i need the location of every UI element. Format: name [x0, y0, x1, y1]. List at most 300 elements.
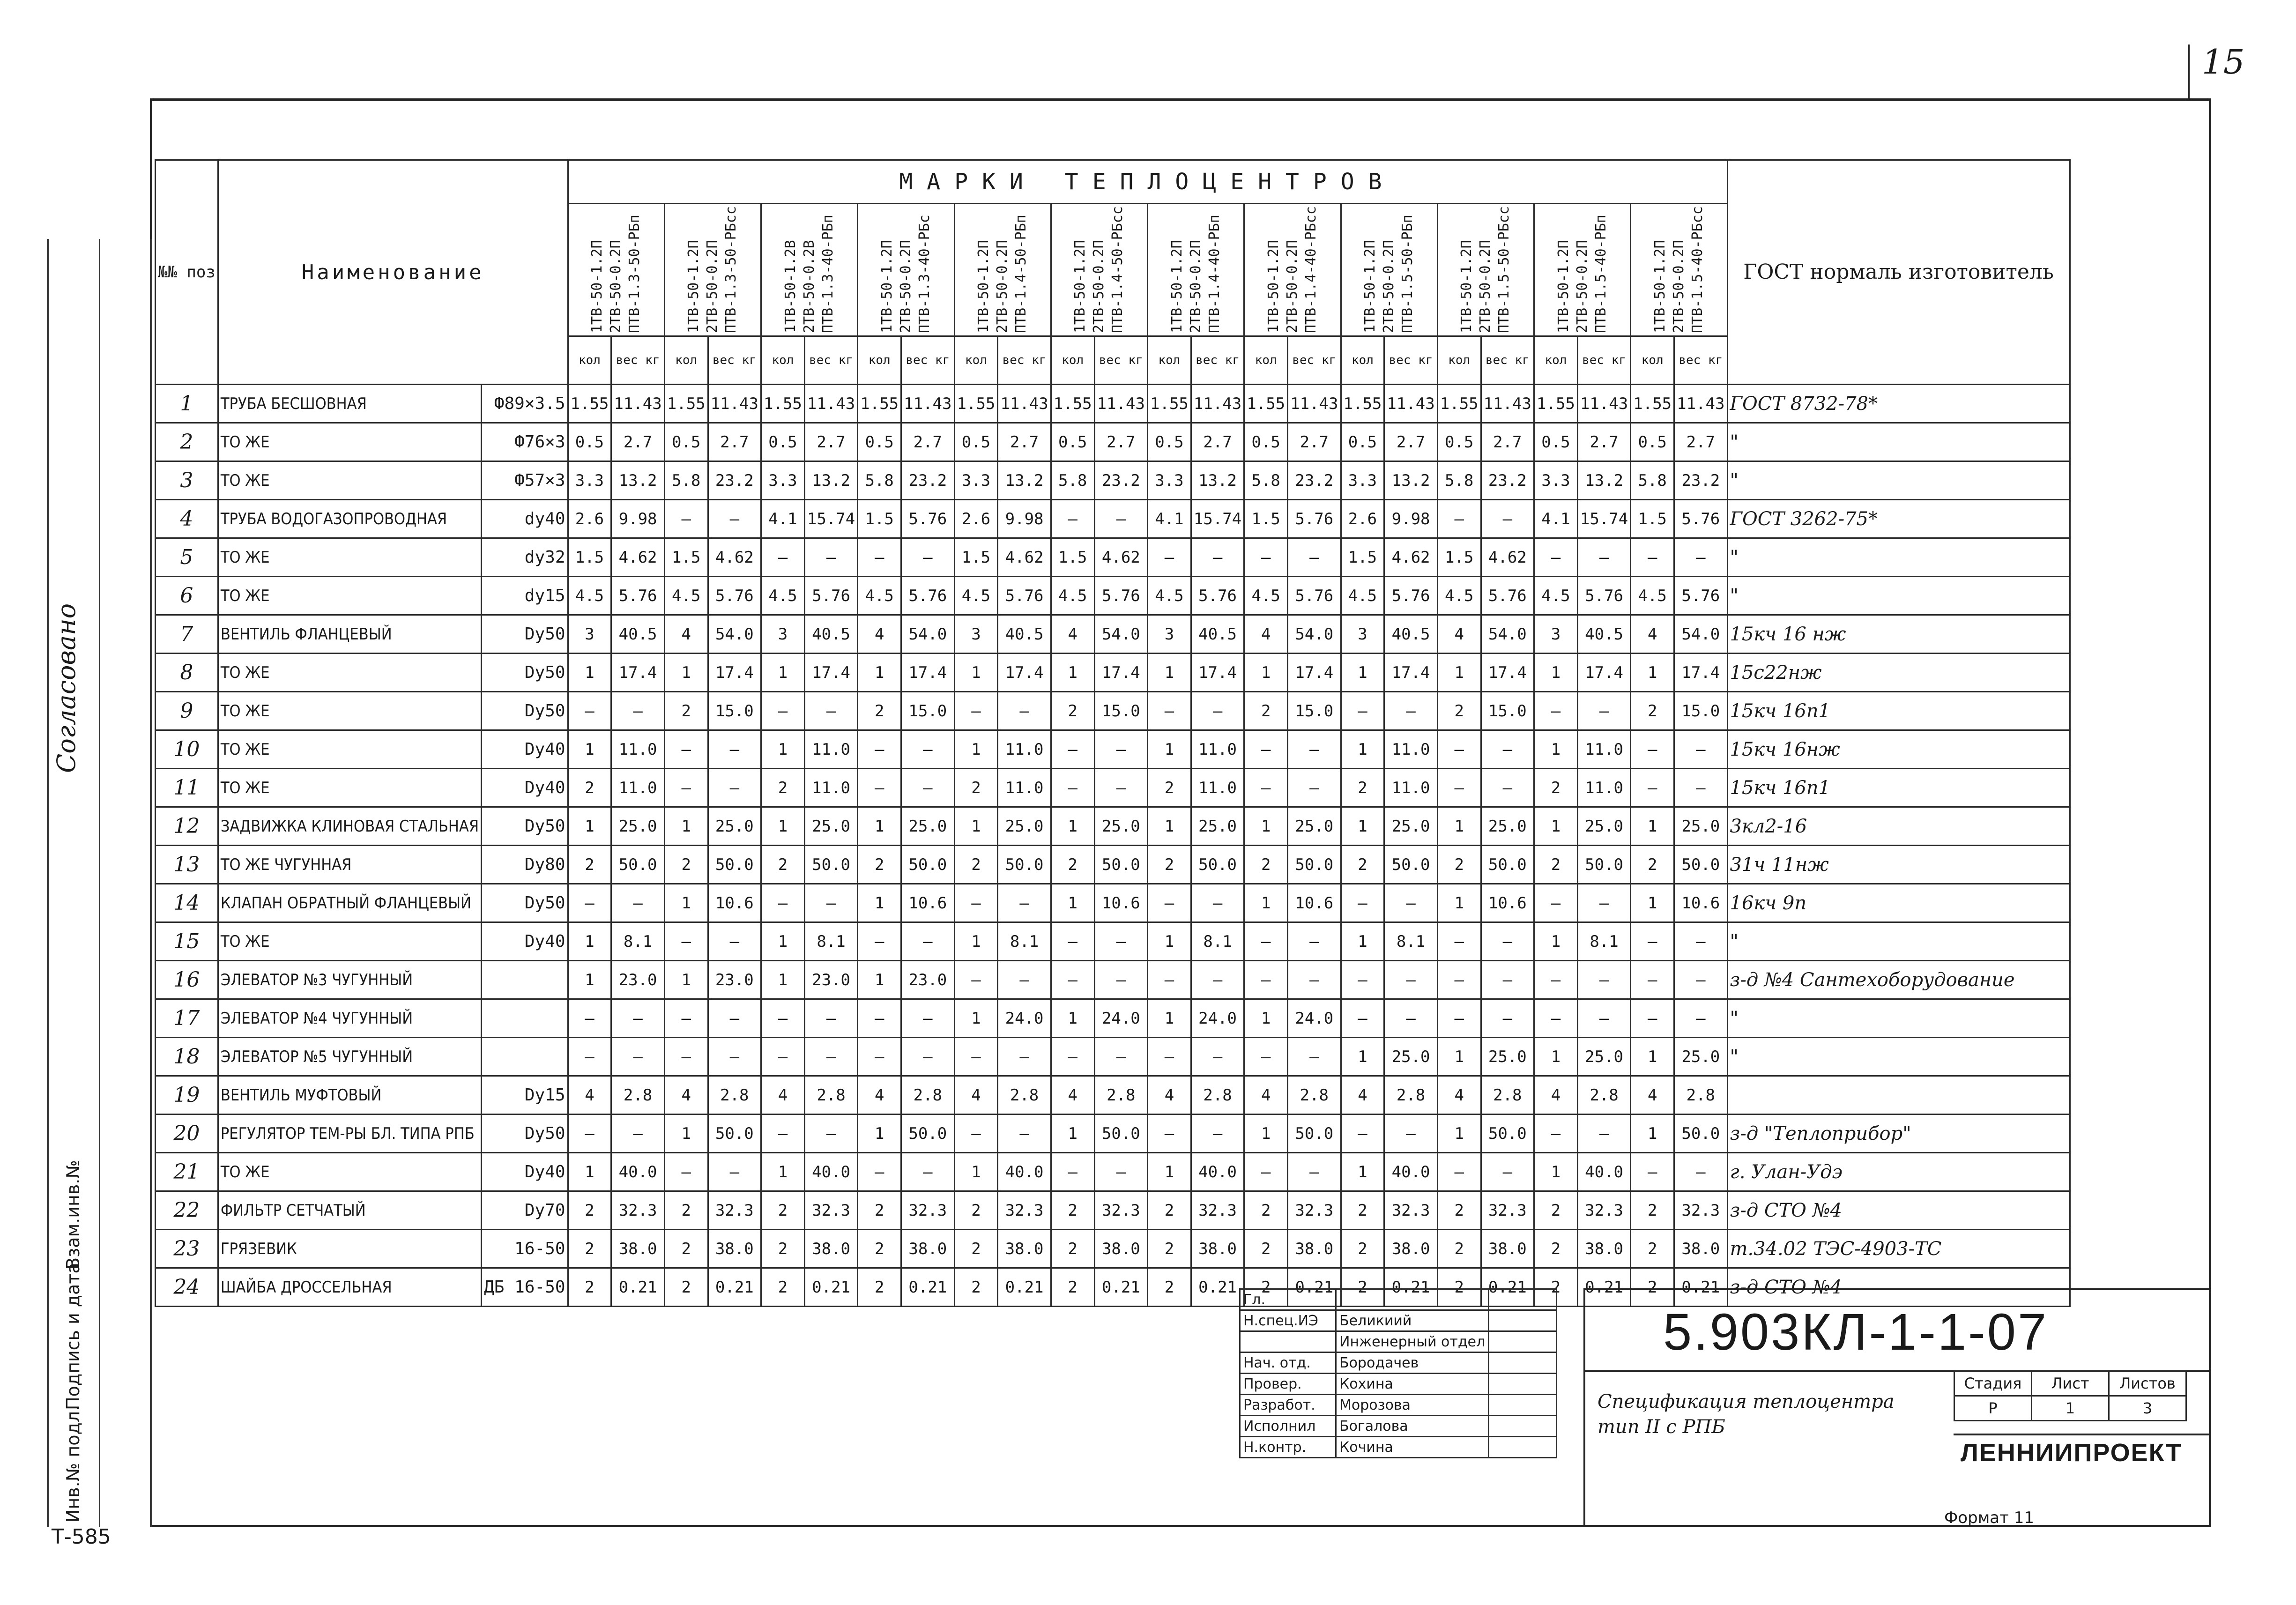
qty-cell: 2 — [568, 846, 611, 884]
approval-signature — [1489, 1310, 1557, 1331]
qty-unit-header: кол — [1341, 336, 1384, 385]
document-title — [1598, 1389, 1895, 1440]
row-name: РЕГУЛЯТОР ТЕМ-РЫ БЛ. ТИПА РПБ — [218, 1115, 481, 1153]
stage-label: Стадия — [1954, 1371, 2032, 1396]
qty-cell: 2 — [664, 1230, 708, 1268]
weight-cell: – — [901, 769, 954, 807]
approval-role — [1240, 1331, 1336, 1352]
weight-cell: – — [901, 538, 954, 577]
weight-cell: 11.43 — [611, 385, 664, 423]
qty-cell: – — [1148, 538, 1191, 577]
approval-role: Н.спец.ИЭ — [1240, 1310, 1336, 1331]
brand-labels — [1457, 207, 1514, 333]
qty-cell: – — [1534, 999, 1578, 1038]
brand-column-header — [568, 204, 664, 336]
qty-cell: 1 — [1534, 730, 1578, 769]
weight-cell: 17.4 — [708, 654, 761, 692]
row-position: 12 — [156, 807, 218, 846]
weight-cell: – — [998, 961, 1051, 999]
qty-cell: 1 — [1244, 807, 1288, 846]
weight-cell: 5.76 — [901, 500, 954, 538]
qty-cell: 1 — [1437, 1038, 1481, 1076]
row-position: 4 — [156, 500, 218, 538]
weight-cell: 32.3 — [708, 1191, 761, 1230]
qty-cell: 2 — [1341, 1230, 1384, 1268]
qty-cell: 2 — [954, 769, 998, 807]
weight-cell: 8.1 — [804, 922, 857, 961]
approval-signature — [1489, 1374, 1557, 1395]
qty-cell: – — [1341, 692, 1384, 730]
qty-cell: 2 — [954, 1230, 998, 1268]
row-name: ТО ЖЕ — [218, 692, 481, 730]
weight-cell: – — [1191, 961, 1244, 999]
table-row — [156, 961, 2070, 999]
weight-cell: 23.0 — [901, 961, 954, 999]
row-dimension: Dу50 — [482, 615, 568, 654]
qty-cell: 1 — [568, 922, 611, 961]
weight-cell: 38.0 — [1674, 1230, 1727, 1268]
weight-cell: 15.0 — [901, 692, 954, 730]
row-dimension: Dу50 — [482, 807, 568, 846]
weight-cell: – — [1384, 884, 1437, 922]
qty-cell: 1.55 — [954, 385, 998, 423]
weight-cell: 4.62 — [1094, 538, 1147, 577]
weight-cell: – — [1288, 1153, 1341, 1191]
weight-cell: 0.21 — [1481, 1268, 1534, 1307]
weight-cell: – — [804, 999, 857, 1038]
sheet-value: 1 — [2032, 1396, 2109, 1421]
weight-cell: – — [1577, 999, 1630, 1038]
qty-cell: 1.5 — [1051, 538, 1094, 577]
weight-cell: – — [1191, 1115, 1244, 1153]
qty-cell: – — [1534, 538, 1578, 577]
row-position: 1 — [156, 385, 218, 423]
weight-cell: 5.76 — [611, 577, 664, 615]
qty-cell: – — [1534, 1115, 1578, 1153]
table-row — [156, 999, 2070, 1038]
title-block-divider-2 — [1954, 1434, 2211, 1435]
qty-cell: 4.5 — [1244, 577, 1288, 615]
approval-name: Бородачев — [1336, 1352, 1489, 1374]
weight-unit-header: вес кг — [1481, 336, 1534, 385]
qty-cell: 4 — [1534, 1076, 1578, 1115]
qty-cell: 1 — [568, 961, 611, 999]
weight-cell: 23.0 — [708, 961, 761, 999]
weight-cell: 23.2 — [708, 461, 761, 500]
qty-cell: – — [664, 730, 708, 769]
qty-cell: – — [1341, 1115, 1384, 1153]
brand-label: 1ТВ-50-1.2П — [878, 240, 895, 333]
approval-row — [1240, 1395, 1557, 1416]
qty-cell: 5.8 — [1051, 461, 1094, 500]
brand-labels — [1264, 207, 1321, 333]
row-dimension: Ф57×3 — [482, 461, 568, 500]
weight-cell: – — [998, 1038, 1051, 1076]
row-name: ТРУБА ВОДОГАЗОПРОВОДНАЯ — [218, 500, 481, 538]
weight-cell: 38.0 — [804, 1230, 857, 1268]
weight-cell: 50.0 — [611, 846, 664, 884]
weight-cell: 24.0 — [1288, 999, 1341, 1038]
row-standard: " — [1727, 461, 2070, 500]
qty-cell: 2 — [954, 846, 998, 884]
brand-label: ПТВ-1.4-50-РБсс — [1109, 206, 1126, 333]
table-row — [156, 538, 2070, 577]
weight-cell: – — [1384, 1115, 1437, 1153]
qty-cell: 2 — [1534, 1191, 1578, 1230]
weight-cell: – — [611, 692, 664, 730]
weight-cell: – — [1674, 961, 1727, 999]
approval-row — [1240, 1331, 1557, 1352]
qty-cell: 1 — [858, 961, 901, 999]
weight-cell: – — [708, 1153, 761, 1191]
qty-cell: – — [1148, 1115, 1191, 1153]
qty-cell: 2 — [1631, 1268, 1674, 1307]
qty-cell: – — [568, 1115, 611, 1153]
weight-cell: 50.0 — [1674, 846, 1727, 884]
row-dimension: Ф76×3 — [482, 423, 568, 461]
qty-cell: 1 — [1244, 654, 1288, 692]
qty-cell: 1 — [1341, 922, 1384, 961]
weight-cell: 10.6 — [1094, 884, 1147, 922]
row-name: ТО ЖЕ ЧУГУННАЯ — [218, 846, 481, 884]
qty-cell: 3.3 — [954, 461, 998, 500]
weight-cell: 50.0 — [1481, 846, 1534, 884]
weight-cell: 4.62 — [708, 538, 761, 577]
qty-cell: 4 — [761, 1076, 805, 1115]
brand-label: ПТВ-1.5-40-РБсс — [1689, 206, 1706, 333]
weight-cell: 0.21 — [901, 1268, 954, 1307]
weight-cell: 5.76 — [998, 577, 1051, 615]
qty-cell: 1.55 — [1244, 385, 1288, 423]
row-standard: 16кч 9п — [1727, 884, 2070, 922]
weight-cell: 0.21 — [708, 1268, 761, 1307]
qty-cell: 5.8 — [858, 461, 901, 500]
row-dimension: Dу15 — [482, 1076, 568, 1115]
approval-name — [1336, 1289, 1489, 1310]
qty-cell: 2 — [1244, 846, 1288, 884]
approval-role: Исполнил — [1240, 1416, 1336, 1437]
qty-cell: 2 — [568, 1230, 611, 1268]
qty-cell: 1.55 — [1148, 385, 1191, 423]
brand-label: ПТВ-1.4-40-РБсс — [1302, 206, 1319, 333]
weight-cell: – — [611, 1038, 664, 1076]
weight-cell: – — [1481, 961, 1534, 999]
qty-cell: – — [1244, 1038, 1288, 1076]
qty-cell: 1.5 — [858, 500, 901, 538]
weight-cell: 17.4 — [1384, 654, 1437, 692]
sheets-value: 3 — [2109, 1396, 2186, 1421]
qty-cell: 4.5 — [1051, 577, 1094, 615]
row-name: ТО ЖЕ — [218, 922, 481, 961]
qty-cell: 1 — [1631, 654, 1674, 692]
row-standard: 31ч 11нж — [1727, 846, 2070, 884]
weight-cell: 5.76 — [804, 577, 857, 615]
qty-cell: 1 — [1051, 884, 1094, 922]
qty-cell: 1 — [1051, 999, 1094, 1038]
weight-cell: 25.0 — [901, 807, 954, 846]
weight-cell: 40.5 — [1191, 615, 1244, 654]
weight-cell: 0.21 — [1577, 1268, 1630, 1307]
qty-cell: 1 — [1341, 654, 1384, 692]
row-standard: " — [1727, 577, 2070, 615]
qty-cell: 4.5 — [1148, 577, 1191, 615]
weight-cell: 2.7 — [901, 423, 954, 461]
weight-cell: 10.6 — [708, 884, 761, 922]
brand-column-header — [1051, 204, 1147, 336]
qty-cell: 2 — [761, 1191, 805, 1230]
qty-cell: – — [568, 999, 611, 1038]
row-dimension — [482, 961, 568, 999]
qty-cell: 1.5 — [664, 538, 708, 577]
weight-cell: 17.4 — [611, 654, 664, 692]
gost-header: ГОСТ нормаль изготовитель — [1727, 160, 2070, 385]
left-margin-col-2 — [100, 239, 152, 1527]
row-position: 23 — [156, 1230, 218, 1268]
weight-cell: 24.0 — [1191, 999, 1244, 1038]
qty-cell: 1 — [1148, 922, 1191, 961]
weight-cell: 5.76 — [1288, 500, 1341, 538]
weight-cell: 40.0 — [998, 1153, 1051, 1191]
qty-cell: 1 — [1051, 654, 1094, 692]
weight-cell: 10.6 — [1481, 884, 1534, 922]
weight-cell: – — [998, 884, 1051, 922]
signature-date-label: Подпись и дата — [63, 1263, 83, 1410]
qty-cell: 1.55 — [568, 385, 611, 423]
qty-cell: – — [1341, 961, 1384, 999]
row-position: 22 — [156, 1191, 218, 1230]
qty-cell: 1.5 — [1244, 500, 1288, 538]
qty-cell: 1.55 — [858, 385, 901, 423]
row-standard: з-д №4 Сантехоборудование — [1727, 961, 2070, 999]
weight-cell: 40.5 — [998, 615, 1051, 654]
qty-cell: 1 — [664, 654, 708, 692]
weight-cell: 0.21 — [998, 1268, 1051, 1307]
row-position: 11 — [156, 769, 218, 807]
qty-cell: – — [1148, 961, 1191, 999]
qty-cell: – — [858, 769, 901, 807]
qty-cell: 0.5 — [858, 423, 901, 461]
qty-cell: 1 — [954, 654, 998, 692]
document-title-line-1: Спецификация теплоцентра — [1598, 1391, 1895, 1412]
weight-cell: 8.1 — [1384, 922, 1437, 961]
qty-cell: 3.3 — [1534, 461, 1578, 500]
weight-cell: 50.0 — [1481, 1115, 1534, 1153]
qty-cell: 1 — [664, 884, 708, 922]
row-name: ТРУБА БЕСШОВНАЯ — [218, 385, 481, 423]
weight-cell: 10.6 — [1288, 884, 1341, 922]
qty-cell: 2 — [1631, 846, 1674, 884]
weight-cell: 15.74 — [804, 500, 857, 538]
row-standard — [1727, 1076, 2070, 1115]
qty-cell: 2 — [1631, 1191, 1674, 1230]
sheet-label: Лист — [2032, 1371, 2109, 1396]
weight-cell: – — [1094, 730, 1147, 769]
weight-cell: 15.0 — [708, 692, 761, 730]
weight-cell: 11.0 — [998, 730, 1051, 769]
weight-cell: 2.7 — [1577, 423, 1630, 461]
pos-header: №№ поз — [156, 160, 218, 385]
weight-cell: – — [611, 884, 664, 922]
weight-cell: 23.2 — [1481, 461, 1534, 500]
brand-label: ПТВ-1.5-40-РБп — [1592, 215, 1609, 333]
weight-cell: – — [1384, 999, 1437, 1038]
brand-label: ПТВ-1.4-50-РБп — [1013, 215, 1030, 333]
row-position: 7 — [156, 615, 218, 654]
weight-cell: – — [1577, 692, 1630, 730]
weight-cell: 2.7 — [998, 423, 1051, 461]
qty-cell: 2 — [1148, 1268, 1191, 1307]
row-standard: 3кл2-16 — [1727, 807, 2070, 846]
row-name: ЭЛЕВАТОР №5 ЧУГУННЫЙ — [218, 1038, 481, 1076]
weight-cell: – — [1288, 730, 1341, 769]
qty-cell: 2 — [858, 1230, 901, 1268]
weight-cell: – — [901, 922, 954, 961]
stage-value: Р — [1954, 1396, 2032, 1421]
qty-cell: 2 — [1148, 1230, 1191, 1268]
qty-cell: – — [1341, 999, 1384, 1038]
qty-cell: 2 — [1437, 1191, 1481, 1230]
weight-unit-header: вес кг — [901, 336, 954, 385]
brand-column-header — [954, 204, 1051, 336]
weight-cell: – — [804, 1115, 857, 1153]
qty-cell: 4 — [858, 1076, 901, 1115]
row-dimension: Ф89×3.5 — [482, 385, 568, 423]
brand-column-header — [1341, 204, 1437, 336]
row-position: 5 — [156, 538, 218, 577]
qty-cell: – — [761, 692, 805, 730]
brand-labels — [588, 207, 644, 333]
brand-column-header — [1534, 204, 1631, 336]
table-row — [156, 1038, 2070, 1076]
qty-cell: – — [761, 1115, 805, 1153]
qty-cell: 0.5 — [1244, 423, 1288, 461]
replaced-inv-label: Взам.инв.№ — [63, 1160, 83, 1270]
row-dimension: dу15 — [482, 577, 568, 615]
row-dimension: Dу50 — [482, 884, 568, 922]
qty-cell: 1.55 — [1051, 385, 1094, 423]
weight-cell: 10.6 — [1674, 884, 1727, 922]
qty-cell: 4.5 — [1631, 577, 1674, 615]
weight-cell: 17.4 — [1577, 654, 1630, 692]
weight-cell: 0.21 — [1674, 1268, 1727, 1307]
weight-cell: 40.0 — [1384, 1153, 1437, 1191]
approval-row — [1240, 1289, 1557, 1310]
brand-label: 1ТВ-50-1.2П — [1168, 240, 1185, 333]
approval-table — [1239, 1288, 1557, 1458]
weight-cell: 32.3 — [611, 1191, 664, 1230]
weight-cell: 50.0 — [804, 846, 857, 884]
weight-cell: 25.0 — [1577, 1038, 1630, 1076]
weight-unit-header: вес кг — [804, 336, 857, 385]
qty-cell: – — [1437, 769, 1481, 807]
qty-cell: 0.5 — [664, 423, 708, 461]
weight-cell: – — [998, 1115, 1051, 1153]
weight-cell: 38.0 — [1384, 1230, 1437, 1268]
qty-cell: – — [858, 922, 901, 961]
table-row — [156, 922, 2070, 961]
weight-cell: 0.21 — [1384, 1268, 1437, 1307]
weight-cell: – — [1094, 500, 1147, 538]
approval-role: Разработ. — [1240, 1395, 1336, 1416]
qty-cell: 1 — [1051, 1115, 1094, 1153]
brand-column-header — [1244, 204, 1341, 336]
qty-cell: 1 — [1051, 807, 1094, 846]
qty-cell: 2 — [1341, 769, 1384, 807]
qty-cell: – — [954, 884, 998, 922]
weight-cell: 32.3 — [1094, 1191, 1147, 1230]
qty-cell: 2 — [1437, 846, 1481, 884]
weight-cell: 17.4 — [1674, 654, 1727, 692]
weight-cell: – — [1094, 1153, 1147, 1191]
weight-cell: 17.4 — [1481, 654, 1534, 692]
row-position: 16 — [156, 961, 218, 999]
table-row — [156, 1076, 2070, 1115]
weight-cell: 50.0 — [708, 1115, 761, 1153]
weight-cell: 40.5 — [804, 615, 857, 654]
row-name: ТО ЖЕ — [218, 577, 481, 615]
weight-cell: 5.76 — [1288, 577, 1341, 615]
approval-row — [1240, 1310, 1557, 1331]
qty-cell: – — [761, 1038, 805, 1076]
qty-cell: 4 — [1437, 615, 1481, 654]
qty-cell: 2 — [1051, 846, 1094, 884]
qty-cell: – — [858, 1038, 901, 1076]
qty-cell: – — [1534, 884, 1578, 922]
weight-cell: – — [804, 538, 857, 577]
qty-cell: – — [1437, 961, 1481, 999]
qty-cell: – — [1051, 1153, 1094, 1191]
weight-cell: 32.3 — [1577, 1191, 1630, 1230]
weight-cell: 40.0 — [1577, 1153, 1630, 1191]
qty-cell: 0.5 — [1148, 423, 1191, 461]
weight-cell: 25.0 — [1577, 807, 1630, 846]
row-standard: " — [1727, 538, 2070, 577]
qty-cell: 4 — [858, 615, 901, 654]
weight-cell: 54.0 — [1481, 615, 1534, 654]
qty-cell: 2 — [1244, 1268, 1288, 1307]
left-margin-stamp — [47, 239, 150, 1527]
weight-cell: 38.0 — [1288, 1230, 1341, 1268]
qty-cell: 0.5 — [1341, 423, 1384, 461]
brand-labels — [1651, 207, 1707, 333]
weight-cell: 8.1 — [1191, 922, 1244, 961]
qty-cell: 2 — [1534, 1230, 1578, 1268]
row-dimension: Dу50 — [482, 1115, 568, 1153]
weight-cell: – — [1481, 730, 1534, 769]
brand-label: 1ТВ-50-1.2П — [589, 240, 606, 333]
qty-cell: 1.5 — [1341, 538, 1384, 577]
weight-cell: 10.6 — [901, 884, 954, 922]
weight-cell: 32.3 — [998, 1191, 1051, 1230]
row-dimension: Dу40 — [482, 769, 568, 807]
qty-cell: – — [954, 1115, 998, 1153]
weight-cell: 0.21 — [1288, 1268, 1341, 1307]
qty-cell: 1 — [1341, 1038, 1384, 1076]
qty-cell: – — [1631, 769, 1674, 807]
weight-cell: 5.76 — [708, 577, 761, 615]
brand-labels — [781, 207, 838, 333]
qty-cell: – — [664, 1153, 708, 1191]
row-dimension: Dу40 — [482, 1153, 568, 1191]
weight-cell: – — [1094, 1038, 1147, 1076]
approval-signature — [1489, 1416, 1557, 1437]
weight-cell: 4.62 — [998, 538, 1051, 577]
brand-label: 2ТВ-50-0.2П — [704, 240, 721, 333]
weight-cell: – — [1481, 500, 1534, 538]
row-standard: " — [1727, 423, 2070, 461]
qty-cell: 2 — [858, 1191, 901, 1230]
weight-cell: 40.5 — [611, 615, 664, 654]
